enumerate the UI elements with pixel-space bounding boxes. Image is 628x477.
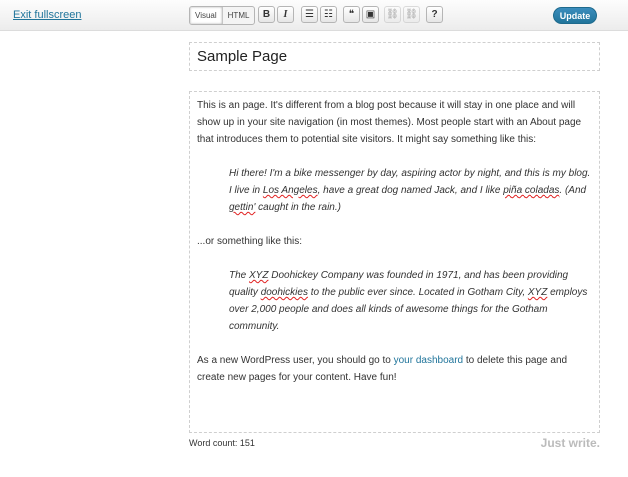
insert-link-button[interactable] <box>384 6 401 23</box>
blockquote-button[interactable] <box>343 6 360 23</box>
media-icon: ▣ <box>365 9 376 20</box>
misspelled-word[interactable]: doohickies <box>260 287 308 298</box>
bold-button[interactable] <box>258 6 275 23</box>
tab-html[interactable]: HTML <box>222 7 255 24</box>
update-button[interactable]: Update <box>553 7 597 24</box>
content-blockquote <box>229 165 592 216</box>
misspelled-word[interactable]: XYZ <box>527 287 548 298</box>
post-content-editor[interactable] <box>189 91 600 433</box>
help-icon: ? <box>431 9 438 20</box>
just-write-tagline: Just write. <box>540 436 600 450</box>
bullet-list-button[interactable] <box>301 6 318 23</box>
bullet-list-icon: ☰ <box>305 9 314 20</box>
word-count: Word count: 151 <box>189 438 255 448</box>
quote-text: Doohickey Company was founded in 1971, and has been providing quality <box>229 270 569 298</box>
quote-text: Hi there! I'm a bike messenger by day, aspiring actor by night, and this is my blog. I live in <box>229 168 591 196</box>
italic-icon: I <box>283 9 288 20</box>
content-blockquote <box>229 267 592 335</box>
quote-text: caught in the rain.) <box>255 202 341 213</box>
numbered-list-icon: ☷ <box>324 9 333 20</box>
misspelled-word[interactable]: XYZ <box>249 270 269 281</box>
help-button[interactable] <box>426 6 443 23</box>
italic-button[interactable] <box>277 6 294 23</box>
numbered-list-button[interactable] <box>320 6 337 23</box>
paragraph-text: to delete this page and create new pages for your content. Have fun! <box>197 355 568 383</box>
quote-text: The <box>229 270 250 281</box>
paragraph-text: As a new WordPress user, you should go to <box>197 355 394 366</box>
quote-text: employs over 2,000 people and does all kinds of awesome things for the Gotham community. <box>229 287 588 332</box>
unlink-button[interactable] <box>403 6 420 23</box>
misspelled-word[interactable]: gettin' <box>229 202 256 213</box>
editor-mode-tabs <box>189 6 255 25</box>
dashboard-link[interactable]: your dashboard <box>393 355 464 366</box>
quote-text: . (And <box>559 185 587 196</box>
exit-fullscreen-link[interactable]: Exit fullscreen <box>13 9 82 21</box>
misspelled-word[interactable]: Los Angeles <box>262 185 318 196</box>
post-title-input[interactable]: Sample Page <box>189 42 600 71</box>
blockquote-icon: ❝ <box>348 9 355 20</box>
quote-text: to the public ever since. Located in Gotham City, <box>307 287 528 298</box>
misspelled-word[interactable]: piña coladas <box>503 185 560 196</box>
quote-text: , have a great dog named Jack, and I like <box>317 185 504 196</box>
link-icon: ⛓ <box>386 9 399 20</box>
tab-visual[interactable]: Visual <box>190 7 222 24</box>
bold-icon: B <box>262 9 271 20</box>
unlink-icon: ⛓ <box>405 9 418 20</box>
editor-toolbar <box>0 0 628 31</box>
content-paragraph <box>197 352 592 386</box>
content-paragraph: This is an page. It's different from a blog post because it will stay in one place and will show up in your site navigation (in most themes). Most people start with an About page that introduces them to potential site visitors. It might say something like this: <box>197 100 582 145</box>
content-paragraph: ...or something like this: <box>197 236 303 247</box>
insert-media-button[interactable] <box>362 6 379 23</box>
